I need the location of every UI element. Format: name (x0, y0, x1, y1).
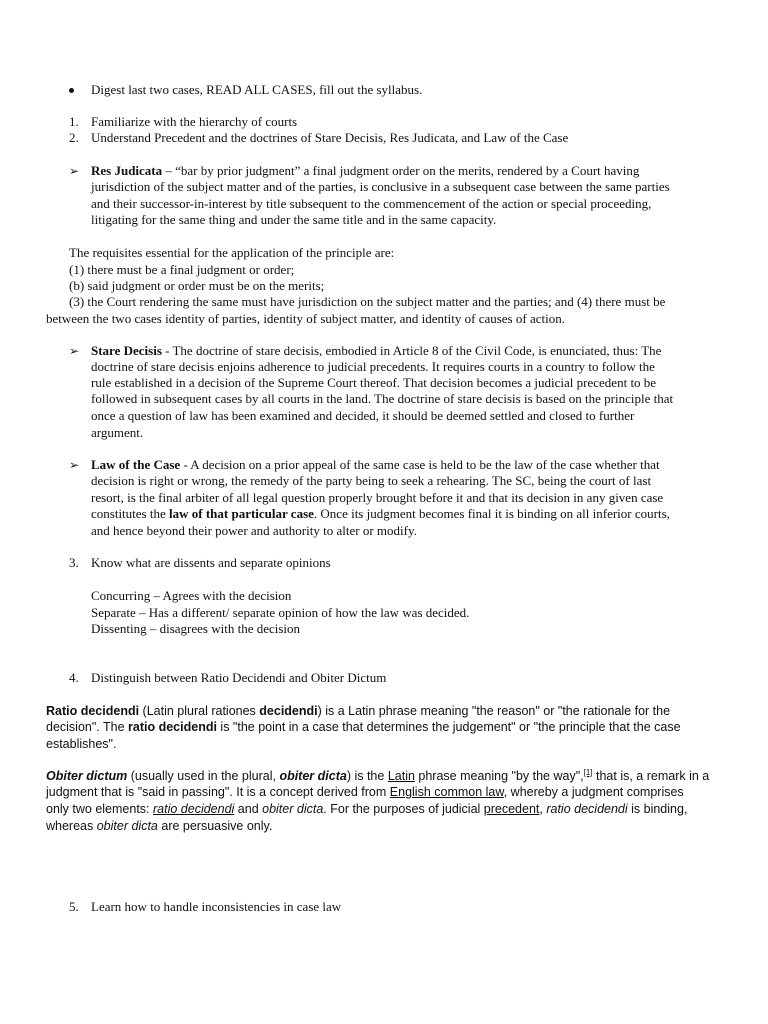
obiter-line-4: whereas obiter dicta are persuasive only. (46, 819, 273, 833)
ratio-term: Ratio decidendi (46, 704, 140, 718)
stare-decisis-line-6: argument. (91, 425, 144, 440)
stare-decisis-line-5: once a question of law has been examined and decided, it should be deemed settled and closed to further (91, 408, 635, 423)
requisite-4: between the two cases identity of parties, identity of subject matter, and identity of causes of action. (46, 311, 565, 326)
obiter-line-2: judgment that is "said in passing". It is a concept derived from English common law, whereby a judgment comprises (46, 785, 684, 799)
list-item-2: Understand Precedent and the doctrines of Stare Decisis, Res Judicata, and Law of the Case (91, 130, 569, 145)
list-number-2: 2. (69, 130, 79, 145)
law-of-particular-case: law of that particular case (169, 506, 314, 521)
stare-decisis-term: Stare Decisis (91, 343, 162, 358)
list-number-3: 3. (69, 555, 79, 570)
list-number-1: 1. (69, 114, 79, 129)
arrow-bullet-icon: ➢ (69, 458, 80, 472)
ratio-line-2: decision". The ratio decidendi is "the point in a case that determines the judgement" or "the principle that the case (46, 720, 681, 734)
ratio-line-3: establishes". (46, 737, 117, 751)
obiter-line-3: only two elements: ratio decidendi and obiter dicta. For the purposes of judicial precedent, ratio decidendi is binding, (46, 802, 688, 816)
stare-decisis-line-2: doctrine of stare decisis enjoins adherence to judicial precedents. It requires courts in a country to follow the (91, 359, 655, 374)
law-of-case-line-1: Law of the Case - A decision on a prior appeal of the same case is held to be the law of the case whether that (91, 457, 660, 472)
english-common-law-link[interactable]: English common law (389, 785, 504, 799)
law-of-case-line-2: decision is right or wrong, the remedy of the party being to seek a rehearing. The SC, being the court of last (91, 473, 652, 488)
res-judicata-line-4: litigating for the same thing and under the same title and in the same capacity. (91, 212, 497, 227)
requisite-1: (1) there must be a final judgment or order; (69, 262, 295, 277)
bullet-dot (69, 88, 74, 93)
list-number-4: 4. (69, 670, 79, 685)
obiter-term: Obiter dictum (46, 769, 128, 783)
precedent-link[interactable]: precedent (483, 802, 540, 816)
law-of-case-line-3: resort, is the final arbiter of all legal question properly brought before it and that its decision in any given case (91, 490, 664, 505)
list-item-5: Learn how to handle inconsistencies in case law (91, 899, 342, 914)
res-judicata-line-1: Res Judicata – “bar by prior judgment” a final judgment order on the merits, rendered by a Court having (91, 163, 640, 178)
requisite-2: (b) said judgment or order must be on the merits; (69, 278, 325, 293)
res-judicata-line-3: and their successor-in-interest by title subsequent to the commencement of the action or special proceeding, (91, 196, 652, 211)
res-judicata-line-2: jurisdiction of the subject matter and of the parties, is conclusive in a subsequent case between the same parties (91, 179, 670, 194)
list-item-3: Know what are dissents and separate opinions (91, 555, 331, 570)
opinion-dissenting: Dissenting – disagrees with the decision (91, 621, 301, 636)
obiter-line-1: Obiter dictum (usually used in the plural, obiter dicta) is the Latin phrase meaning "by the way",[1] that is, a remark in a (46, 767, 710, 783)
opinion-concurring: Concurring – Agrees with the decision (91, 588, 292, 603)
requisites-intro: The requisites essential for the application of the principle are: (69, 245, 395, 260)
list-number-5: 5. (69, 899, 79, 914)
res-judicata-term: Res Judicata (91, 163, 163, 178)
law-of-case-line-4: constitutes the law of that particular case. Once its judgment becomes final it is binding on all inferior courts, (91, 506, 670, 521)
requisite-3: (3) the Court rendering the same must have jurisdiction on the subject matter and the parties; and (4) there must be (69, 294, 666, 309)
law-of-case-term: Law of the Case (91, 457, 181, 472)
footnote-1-link[interactable]: [1] (583, 767, 593, 777)
opinion-separate: Separate – Has a different/ separate opinion of how the law was decided. (91, 605, 470, 620)
ratio-line-1: Ratio decidendi (Latin plural rationes decidendi) is a Latin phrase meaning "the reason" or "the rationale for the (46, 704, 671, 718)
arrow-bullet-icon: ➢ (69, 344, 80, 358)
arrow-bullet-icon: ➢ (69, 164, 80, 178)
stare-decisis-line-1: Stare Decisis - The doctrine of stare decisis, embodied in Article 8 of the Civil Code, is enunciated, thus: The (91, 343, 662, 358)
law-of-case-line-5: and hence beyond their power and authority to alter or modify. (91, 523, 417, 538)
top-bullet-text: Digest last two cases, READ ALL CASES, fill out the syllabus. (91, 82, 423, 97)
stare-decisis-line-4: followed in subsequent cases by all courts in the land. The doctrine of stare decisis is based on the principle that (91, 391, 674, 406)
stare-decisis-line-3: rule established in a decision of the Supreme Court thereof. That decision becomes a judicial precedent to be (91, 375, 657, 390)
ratio-decidendi-link[interactable]: ratio decidendi (153, 802, 235, 816)
latin-link[interactable]: Latin (387, 769, 415, 783)
list-item-4: Distinguish between Ratio Decidendi and Obiter Dictum (91, 670, 387, 685)
list-item-1: Familiarize with the hierarchy of courts (91, 114, 298, 129)
